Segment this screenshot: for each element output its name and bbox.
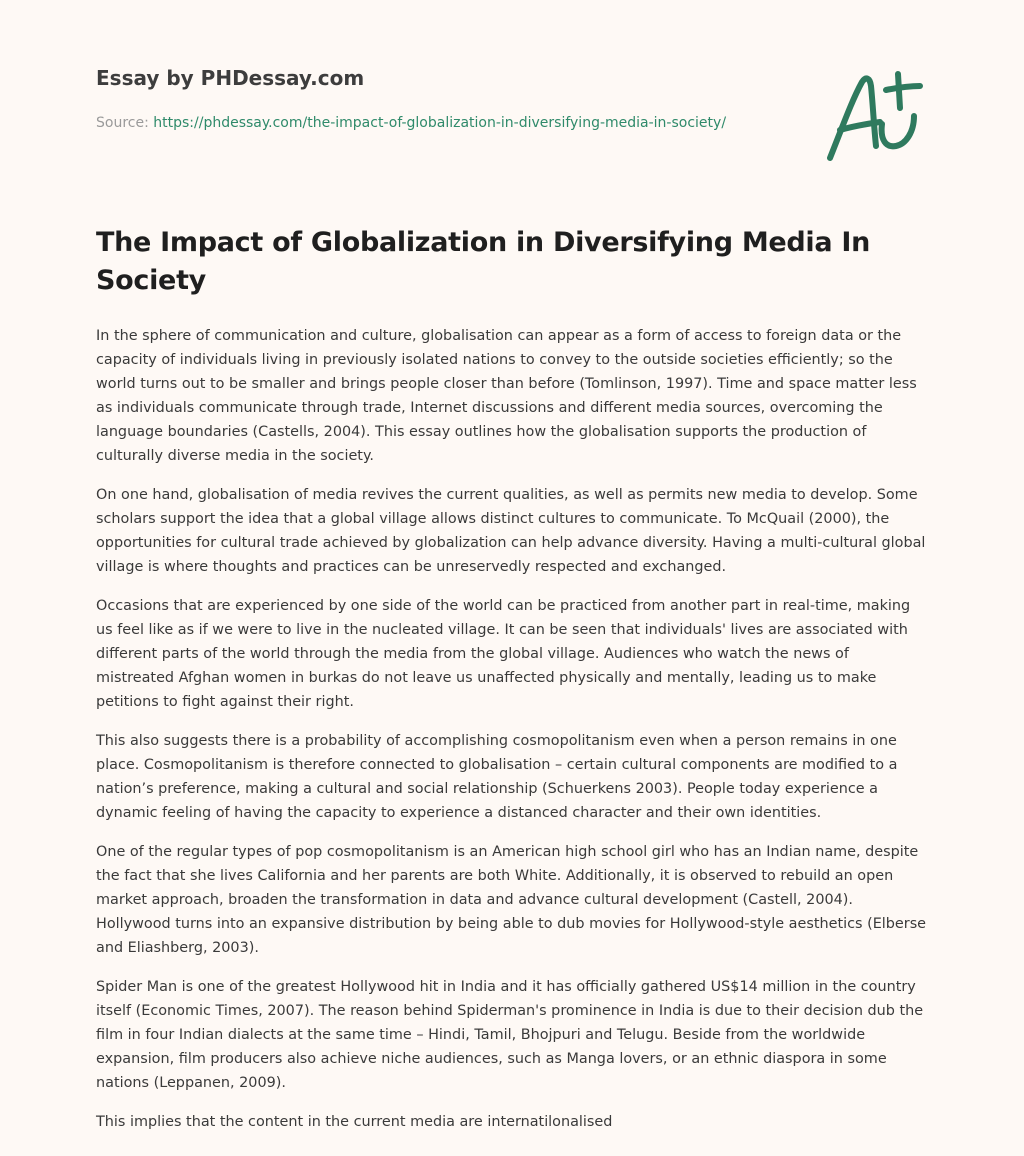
essay-paragraph: This implies that the content in the current media are internatilonalised [96, 1114, 613, 1130]
essay-paragraph: On one hand, globalisation of media revives the current qualities, as well as permits new media to develop. Some scholars support the idea that a global village allows distinct cultures to communicate. To McQuail (2000), the opportunities for cultural trade achieved by globalization can help advance diversity. Having a multi-cultural global village is where thoughts and practices can be unreservedly respected and exchanged. [96, 487, 926, 575]
essay-body [96, 324, 928, 1149]
essay-paragraph: One of the regular types of pop cosmopolitanism is an American high school girl who has an Indian name, despite the fact that she lives California and her parents are both White. Additionally, it is observed to rebuild an open market approach, broaden the transformation in data and advance cultural development (Castell, 2004). Hollywood turns into an expansive distribution by being able to dub movies for Hollywood-style aesthetics (Elberse and Eliashberg, 2003). [96, 844, 927, 956]
site-brand: Essay by PHDessay.com [96, 66, 365, 90]
source-line [96, 112, 736, 134]
essay-title: The Impact of Globalization in Diversifying Media In Society [96, 227, 871, 296]
essay-paragraph: This also suggests there is a probability of accomplishing cosmopolitanism even when a person remains in one place. Cosmopolitanism is therefore connected to globalisation – certain cultural components are modified to a nation’s preference, making a cultural and social relationship (Schuerkens 2003). People today experience a dynamic feeling of having the capacity to experience a distanced character and their own identities. [96, 733, 898, 821]
source-label: Source: [96, 115, 154, 131]
a-plus-logo-icon [820, 66, 930, 166]
essay-paragraph: In the sphere of communication and culture, globalisation can appear as a form of access to foreign data or the capacity of individuals living in previously isolated nations to convey to the outside societies efficiently; so the world turns out to be smaller and brings people closer than before (Tomlinson, 1997). Time and space matter less as individuals communicate through trade, Internet discussions and different media sources, overcoming the language boundaries (Castells, 2004). This essay outlines how the globalisation supports the production of culturally diverse media in the society. [96, 328, 917, 464]
source-link[interactable]: https://phdessay.com/the-impact-of-globalization-in-diversifying-media-in-society/ [153, 115, 727, 131]
page-header [96, 64, 736, 134]
essay-paragraph: Spider Man is one of the greatest Hollywood hit in India and it has officially gathered US$14 million in the country itself (Economic Times, 2007). The reason behind Spiderman's prominence in India is due to their decision dub the film in four Indian dialects at the same time – Hindi, Tamil, Bhojpuri and Telugu. Beside from the worldwide expansion, film producers also achieve niche audiences, such as Manga lovers, or an ethnic diaspora in some nations (Leppanen, 2009). [96, 979, 924, 1091]
essay-paragraph: Occasions that are experienced by one side of the world can be practiced from another part in real-time, making us feel like as if we were to live in the nucleated village. It can be seen that individuals' lives are associated with different parts of the world through the media from the global village. Audiences who watch the news of mistreated Afghan women in burkas do not leave us unaffected physically and mentally, leading us to make petitions to fight against their right. [96, 598, 911, 710]
